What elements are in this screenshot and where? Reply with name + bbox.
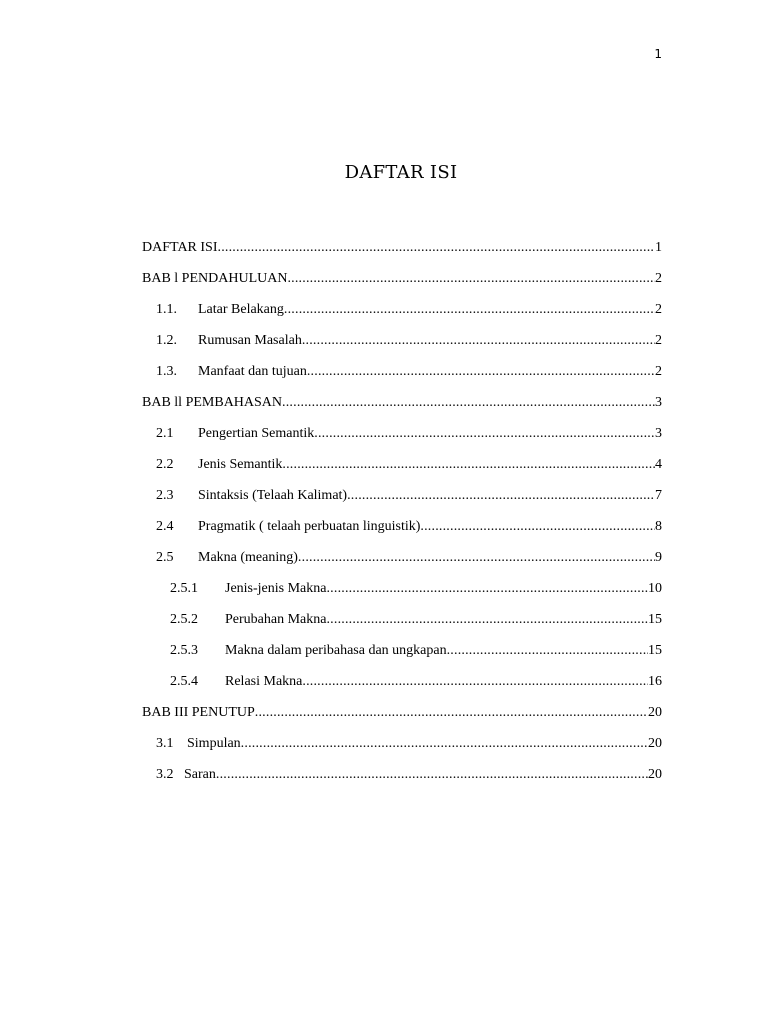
dot-leader	[314, 424, 655, 444]
toc-entry-2-5[interactable]	[142, 548, 662, 579]
toc-entry-title: Jenis Semantik	[198, 457, 283, 472]
toc-entry-number: 2.5.3	[170, 643, 198, 658]
toc-entry-page: 20	[648, 705, 662, 720]
toc-entry-bab-3[interactable]	[142, 703, 662, 734]
toc-entry-title: Relasi Makna	[225, 674, 303, 689]
dot-leader	[287, 269, 655, 289]
toc-entry-page: 15	[648, 612, 662, 627]
toc-entry-number: 2.2	[156, 457, 174, 472]
toc-entry-page: 3	[655, 426, 662, 441]
toc-entry-title: Makna dalam peribahasa dan ungkapan	[225, 643, 447, 658]
toc-entry-1-1[interactable]	[142, 300, 662, 331]
toc-entry-number: 2.3	[156, 488, 174, 503]
dot-leader	[307, 362, 655, 382]
toc-entry-title: Pengertian Semantik	[198, 426, 315, 441]
toc-entry-3-1[interactable]	[142, 734, 662, 765]
toc-entry-number: 2.5.1	[170, 581, 198, 596]
toc-entry-title: Simpulan	[187, 736, 241, 751]
toc-entry-2-1[interactable]	[142, 424, 662, 455]
toc-entry-title: DAFTAR ISI	[142, 240, 218, 255]
toc-entry-title: Sintaksis (Telaah Kalimat)	[198, 488, 348, 503]
dot-leader	[302, 331, 655, 351]
toc-entry-number: 2.5	[156, 550, 174, 565]
toc-entry-title: Saran	[184, 767, 216, 782]
dot-leader	[218, 238, 656, 258]
dot-leader	[326, 579, 648, 599]
dot-leader	[282, 455, 655, 475]
toc-entry-page: 7	[655, 488, 662, 503]
toc-entry-2-3[interactable]	[142, 486, 662, 517]
toc-entry-number: 2.5.4	[170, 674, 198, 689]
page-number: 1	[654, 47, 662, 61]
toc-entry-number: 2.4	[156, 519, 174, 534]
dot-leader	[241, 734, 648, 754]
toc-entry-page: 2	[655, 333, 662, 348]
toc-entry-page: 20	[648, 767, 662, 782]
toc-entry-title: BAB ll PEMBAHASAN	[142, 395, 283, 410]
toc-entry-bab-2[interactable]	[142, 393, 662, 424]
toc-entry-2-2[interactable]	[142, 455, 662, 486]
toc-entry-page: 8	[655, 519, 662, 534]
toc-entry-page: 20	[648, 736, 662, 751]
toc-entry-bab-1[interactable]	[142, 269, 662, 300]
toc-entry-2-4[interactable]	[142, 517, 662, 548]
toc-entry-2-5-3[interactable]	[142, 641, 662, 672]
toc-entry-title: Makna (meaning)	[198, 550, 298, 565]
document-title: DAFTAR ISI	[344, 162, 458, 183]
dot-leader	[447, 641, 648, 661]
toc-entry-number: 2.1	[156, 426, 174, 441]
toc-entry-title: Manfaat dan tujuan	[198, 364, 307, 379]
dot-leader	[255, 703, 648, 723]
toc-entry-1-2[interactable]	[142, 331, 662, 362]
toc-entry-page: 4	[655, 457, 662, 472]
toc-entry-number: 2.5.2	[170, 612, 198, 627]
dot-leader	[298, 548, 655, 568]
toc-entry-number: 1.1.	[156, 302, 177, 317]
toc-entry-title: Perubahan Makna	[225, 612, 327, 627]
toc-entry-page: 2	[655, 302, 662, 317]
toc-entry-3-2[interactable]	[142, 765, 662, 796]
toc-entry-page: 16	[648, 674, 662, 689]
toc-entry-number: 3.2	[156, 767, 174, 782]
toc-entry-number: 3.1	[156, 736, 174, 751]
toc-entry-page: 1	[655, 240, 662, 255]
toc-entry-title: Pragmatik ( telaah perbuatan linguistik)	[198, 519, 421, 534]
dot-leader	[282, 393, 655, 413]
toc-entry-number: 1.2.	[156, 333, 177, 348]
toc-entry-title: BAB III PENUTUP	[142, 705, 255, 720]
dot-leader	[420, 517, 655, 537]
toc-entry-number: 1.3.	[156, 364, 177, 379]
table-of-contents	[142, 238, 662, 796]
dot-leader	[326, 610, 648, 630]
toc-entry-daftar-isi[interactable]	[142, 238, 662, 269]
toc-entry-page: 3	[655, 395, 662, 410]
dot-leader	[302, 672, 648, 692]
toc-entry-page: 10	[648, 581, 662, 596]
toc-entry-2-5-1[interactable]	[142, 579, 662, 610]
toc-entry-title: Jenis-jenis Makna	[225, 581, 327, 596]
toc-entry-1-3[interactable]	[142, 362, 662, 393]
toc-entry-title: BAB l PENDAHULUAN	[142, 271, 288, 286]
toc-entry-page: 9	[655, 550, 662, 565]
toc-entry-title: Latar Belakang	[198, 302, 284, 317]
dot-leader	[347, 486, 655, 506]
toc-entry-title: Rumusan Masalah	[198, 333, 302, 348]
toc-entry-page: 2	[655, 364, 662, 379]
toc-entry-2-5-2[interactable]	[142, 610, 662, 641]
dot-leader	[284, 300, 655, 320]
toc-entry-2-5-4[interactable]	[142, 672, 662, 703]
toc-entry-page: 15	[648, 643, 662, 658]
toc-entry-page: 2	[655, 271, 662, 286]
dot-leader	[216, 765, 648, 785]
